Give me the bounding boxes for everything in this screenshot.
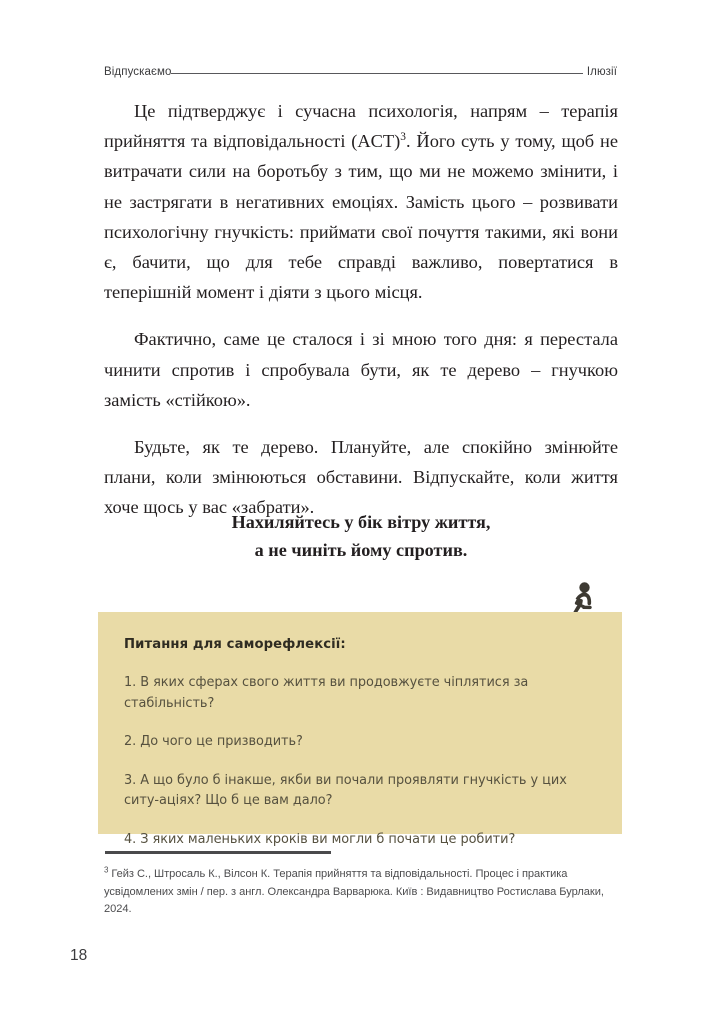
- body-text-column: [104, 96, 618, 523]
- running-head-rule: [171, 73, 582, 74]
- running-head-left: Відпускаємо: [104, 66, 172, 78]
- pull-quote-line-2: а не чиніть йому спротив.: [254, 540, 468, 560]
- reflection-question-4: 4. З яких маленьких кроків ви могли б почати це робити?: [124, 831, 516, 847]
- footnote: [104, 866, 620, 919]
- reflection-question-3: 3. А що було б інакше, якби ви почали проявляти гнучкість у цих ситу-аціях? Що б це вам дало?: [124, 772, 567, 808]
- pull-quote-line-1: Нахиляйтесь у бік вітру життя,: [231, 512, 491, 532]
- pull-quote: [104, 508, 618, 564]
- paragraph-2: Фактично, саме це сталося і зі мною того дня: я перестала чинити спротив і спробувала бути, як те дерево – гнучкою замість «стійкою».: [104, 329, 618, 410]
- footnote-marker: 3: [104, 865, 109, 875]
- paragraph-1-before-note: Це підтверджує і сучасна психологія, напрям – терапія прийняття та відповідальності (ACT): [104, 101, 618, 152]
- reflection-question-2: 2. До чого це призводить?: [124, 734, 303, 749]
- running-head: [104, 66, 617, 78]
- paragraph-1-after-note: . Його суть у тому, щоб не витрачати сили на боротьбу з тим, що ми не можемо змінити, і не застрягати в негативних емоціях. Замість цього – розвивати психологічну гнучкість: приймати свої почуття такими, які вони є, бачити, що для тебе справді важливо, повертатися в теперішній момент і діяти з цього місця.: [104, 131, 618, 303]
- page-number: 18: [70, 947, 88, 964]
- footnote-marker-inline[interactable]: 3: [400, 131, 406, 144]
- paragraph-1: [104, 96, 618, 307]
- self-reflection-box: [98, 612, 622, 847]
- reflection-question-1: 1. В яких сферах свого життя ви продовжуєте чіплятися за стабільність?: [124, 675, 529, 711]
- paragraph-3: Будьте, як те дерево. Плануйте, але спокійно змінюйте плани, коли змінюються обставини. Відпускайте, коли життя хоче щось у вас «забрати».: [104, 437, 618, 518]
- footnote-text: Гейз С., Штросаль К., Вілсон К. Терапія прийняття та відповідальності. Процес і практика усвідомлених змін / пер. з англ. Олександра Варварюка. Київ : Видавництво Ростислава Бурлаки, 2024.: [104, 868, 604, 916]
- running-head-right: Ілюзії: [586, 66, 617, 78]
- footnote-separator-rule: [105, 851, 331, 854]
- self-reflection-title: Питання для саморефлексії:: [124, 637, 346, 652]
